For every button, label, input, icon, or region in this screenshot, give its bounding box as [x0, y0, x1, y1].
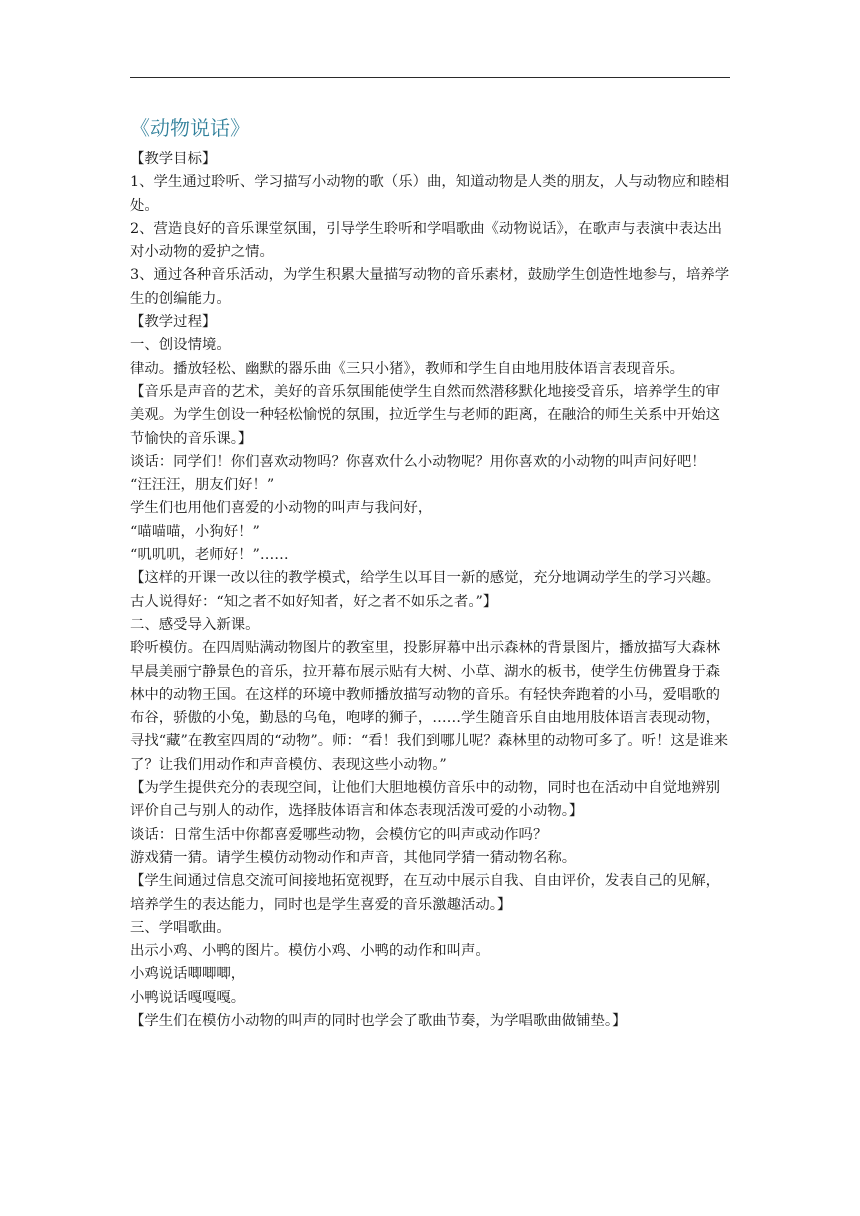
objective-1: 1、学生通过聆听、学习描写小动物的歌（乐）曲，知道动物是人类的朋友，人与动物应和睦相处。	[130, 174, 730, 214]
paragraph: 谈话：日常生活中你都喜爱哪些动物，会模仿它的叫声或动作吗？	[130, 826, 548, 843]
dialogue-line: “汪汪汪，朋友们好！”	[130, 477, 275, 494]
dialogue-line: “叽叽叽，老师好！”……	[130, 547, 289, 564]
section-heading-process: 【教学过程】	[130, 314, 217, 331]
paragraph: 律动。播放轻松、幽默的器乐曲《三只小猪》，教师和学生自由地用肢体语言表现音乐。	[130, 360, 685, 377]
paragraph: 聆听模仿。在四周贴满动物图片的教室里，投影屏幕中出示森林的背景图片，播放描写大森林早晨美丽宁静景色的音乐，拉开幕布展示贴有大树、小草、湖水的板书，使学生仿佛置身于森林中的动物王国。在这样的环境中教师播放描写动物的音乐。有轻快奔跑着的小马，爱唱歌的布谷，骄傲的小兔，勤恳的乌龟，咆哮的狮子，……学生随音乐自由地用肢体语言表现动物，寻找“藏”在教室四周的“动物”。师：“看！我们到哪儿呢？森林里的动物可多了。听！这是谁来了？让我们用动作和声音模仿、表现这些小动物。”	[130, 640, 729, 773]
teaching-comment: 【音乐是声音的艺术，美好的音乐氛围能使学生自然而然潜移默化地接受音乐，培养学生的审美观。为学生创设一种轻松愉悦的氛围，拉近学生与老师的距离，在融洽的师生关系中开始这节愉快的音乐课。】	[130, 383, 721, 447]
step-heading-3: 三、学唱歌曲。	[130, 919, 231, 936]
step-heading-1: 一、创设情境。	[130, 337, 231, 354]
paragraph: 学生们也用他们喜爱的小动物的叫声与我问好，	[130, 500, 433, 517]
dialogue-line: “喵喵喵，小狗好！”	[130, 523, 260, 540]
objective-2: 2、营造良好的音乐课堂氛围，引导学生聆听和学唱歌曲《动物说话》，在歌声与表演中表达出对小动物的爱护之情。	[130, 220, 722, 261]
paragraph: 谈话：同学们！你们喜欢动物吗？你喜欢什么小动物呢？用你喜欢的小动物的叫声问好吧！	[130, 453, 706, 470]
header-divider	[130, 77, 730, 78]
paragraph: 出示小鸡、小鸭的图片。模仿小鸡、小鸭的动作和叫声。	[130, 943, 490, 960]
section-heading-objectives: 【教学目标】	[130, 151, 217, 167]
step-heading-2: 二、感受导入新课。	[130, 616, 260, 633]
teaching-comment: 【这样的开课一改以往的教学模式，给学生以耳目一新的感觉，充分地调动学生的学习兴趣。古人说得好：“知之者不如好知者，好之者不如乐之者。”】	[130, 570, 721, 610]
lyric-line: 小鸭说话嘎嘎嘎。	[130, 989, 246, 1006]
lyric-line: 小鸡说话唧唧唧，	[130, 966, 246, 983]
document-body	[130, 148, 730, 1033]
teaching-comment: 【学生们在模仿小动物的叫声的同时也学会了歌曲节奏，为学唱歌曲做铺垫。】	[130, 1012, 627, 1029]
teaching-comment: 【为学生提供充分的表现空间，让他们大胆地模仿音乐中的动物，同时也在活动中自觉地辨别评价自己与别人的动作，选择肢体语言和体态表现活泼可爱的小动物。】	[130, 780, 721, 820]
document-title: 《动物说话》	[130, 116, 250, 140]
objective-3: 3、通过各种音乐活动，为学生积累大量描写动物的音乐素材，鼓励学生创造性地参与，培养学生的创编能力。	[130, 267, 730, 307]
paragraph: 游戏猜一猜。请学生模仿动物动作和声音，其他同学猜一猜动物名称。	[130, 849, 577, 866]
teaching-comment: 【学生间通过信息交流可间接地拓宽视野，在互动中展示自我、自由评价，发表自己的见解，培养学生的表达能力，同时也是学生喜爱的音乐激趣活动。】	[130, 873, 721, 913]
